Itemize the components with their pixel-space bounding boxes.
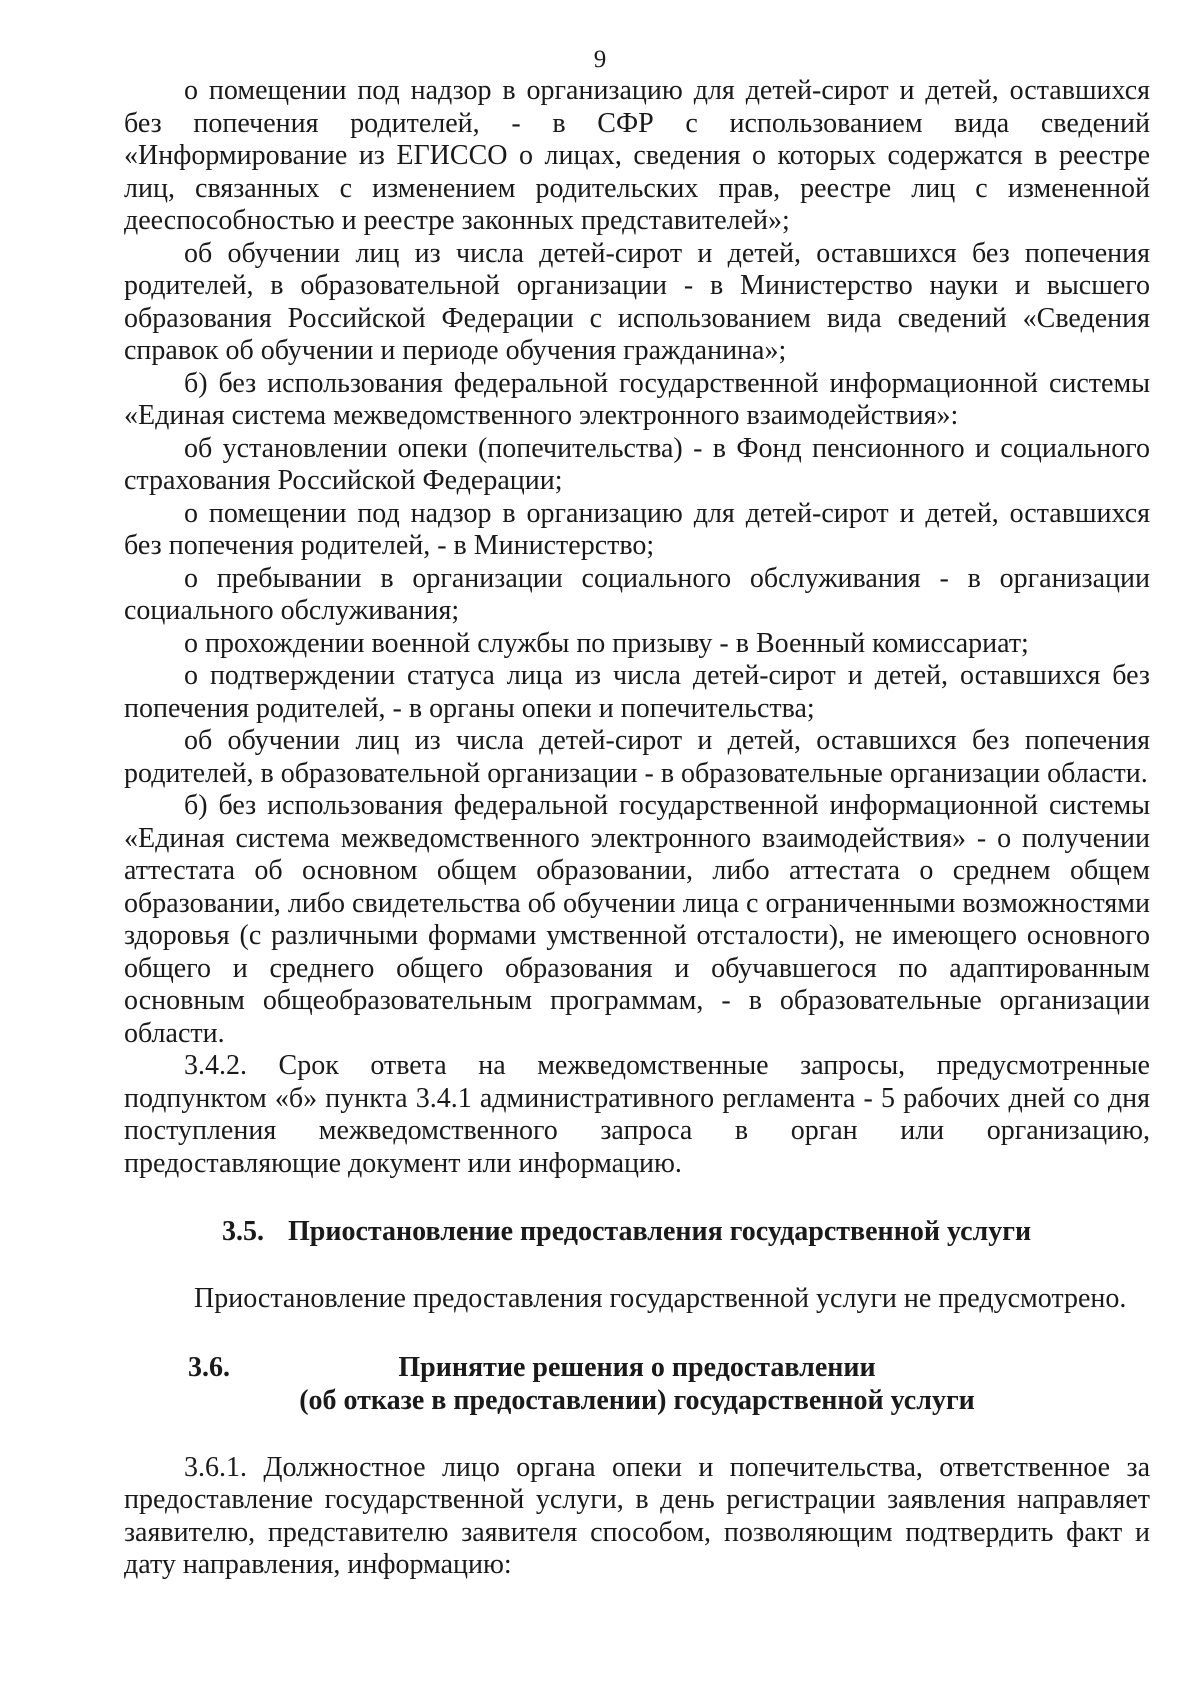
paragraph: о помещении под надзор в организацию для детей-сирот и детей, оставшихся без попечения родителей, - в Министерство;	[124, 497, 1150, 561]
paragraph: об обучении лиц из числа детей-сирот и детей, оставшихся без попечения родителей, в образовательной организации - в образовательные организации области.	[124, 725, 1150, 789]
paragraph: о подтверждении статуса лица из числа детей-сирот и детей, оставшихся без попечения родителей, - в органы опеки и попечительства;	[124, 660, 1150, 724]
paragraph: о пребывании в организации социального обслуживания - в организации социального обслуживания;	[124, 562, 1150, 626]
paragraph: б) без использования федеральной государственной информационной системы «Единая система межведомственного электронного взаимодействия»:	[124, 367, 1150, 431]
paragraph: о помещении под надзор в организацию для детей-сирот и детей, оставшихся без попечения родителей, - в СФР с использованием вида сведений «Информирование из ЕГИССО о лицах, сведения о которых содержатся в реестре лиц, связанных с изменением родительских прав, реестре лиц с измененной дееспособностью и реестре законных представителей»;	[124, 75, 1150, 236]
section-3-5-text: Приостановление предоставления государственной услуги не предусмотрено.	[194, 1283, 1127, 1314]
section-3-5-heading	[124, 1215, 1150, 1248]
section-3-6-number: 3.6.	[188, 1351, 230, 1383]
page-number: 9	[593, 46, 607, 73]
section-3-6-heading	[124, 1351, 1150, 1417]
paragraph: об обучении лиц из числа детей-сирот и детей, оставшихся без попечения родителей, в образовательной организации - в Министерство науки и высшего образования Российской Федерации с использованием вида сведений «Сведения справок об обучении и периоде обучения гражданина»;	[124, 237, 1150, 366]
section-3-6-title-line2: (об отказе в предоставлении) государственной услуги	[299, 1384, 975, 1416]
document-body	[124, 75, 1150, 1582]
section-3-5-number: 3.5.	[222, 1216, 264, 1247]
section-3-5-title: Приостановление предоставления государственной услуги	[288, 1216, 1032, 1247]
section-3-6-text: 3.6.1. Должностное лицо органа опеки и попечительства, ответственное за предоставление государственной услуги, в день регистрации заявления направляет заявителю, представителю заявителя способом, позволяющим подтвердить факт и дату направления, информацию:	[124, 1451, 1150, 1580]
paragraph: о прохождении военной службы по призыву - в Военный комиссариат;	[184, 627, 1029, 659]
paragraph: б) без использования федеральной государственной информационной системы «Единая система межведомственного электронного взаимодействия» - о получении аттестата об основном общем образовании, либо аттестата о среднем общем образовании, либо свидетельства об обучении лица с ограниченными возможностями здоровья (с различными формами умственной отсталости), не имеющего основного общего и среднего общего образования и обучавшегося по адаптированным основным общеобразовательным программам, - в образовательные организации области.	[124, 790, 1150, 1049]
section-3-6-title-line1: Принятие решения о предоставлении	[398, 1351, 876, 1383]
paragraph: об установлении опеки (попечительства) - в Фонд пенсионного и социального страхования Российской Федерации;	[124, 432, 1150, 496]
paragraph: 3.4.2. Срок ответа на межведомственные запросы, предусмотренные подпунктом «б» пункта 3.4.1 административного регламента - 5 рабочих дней со дня поступления межведомственного запроса в орган или организацию, предоставляющие документ или информацию.	[124, 1050, 1150, 1179]
